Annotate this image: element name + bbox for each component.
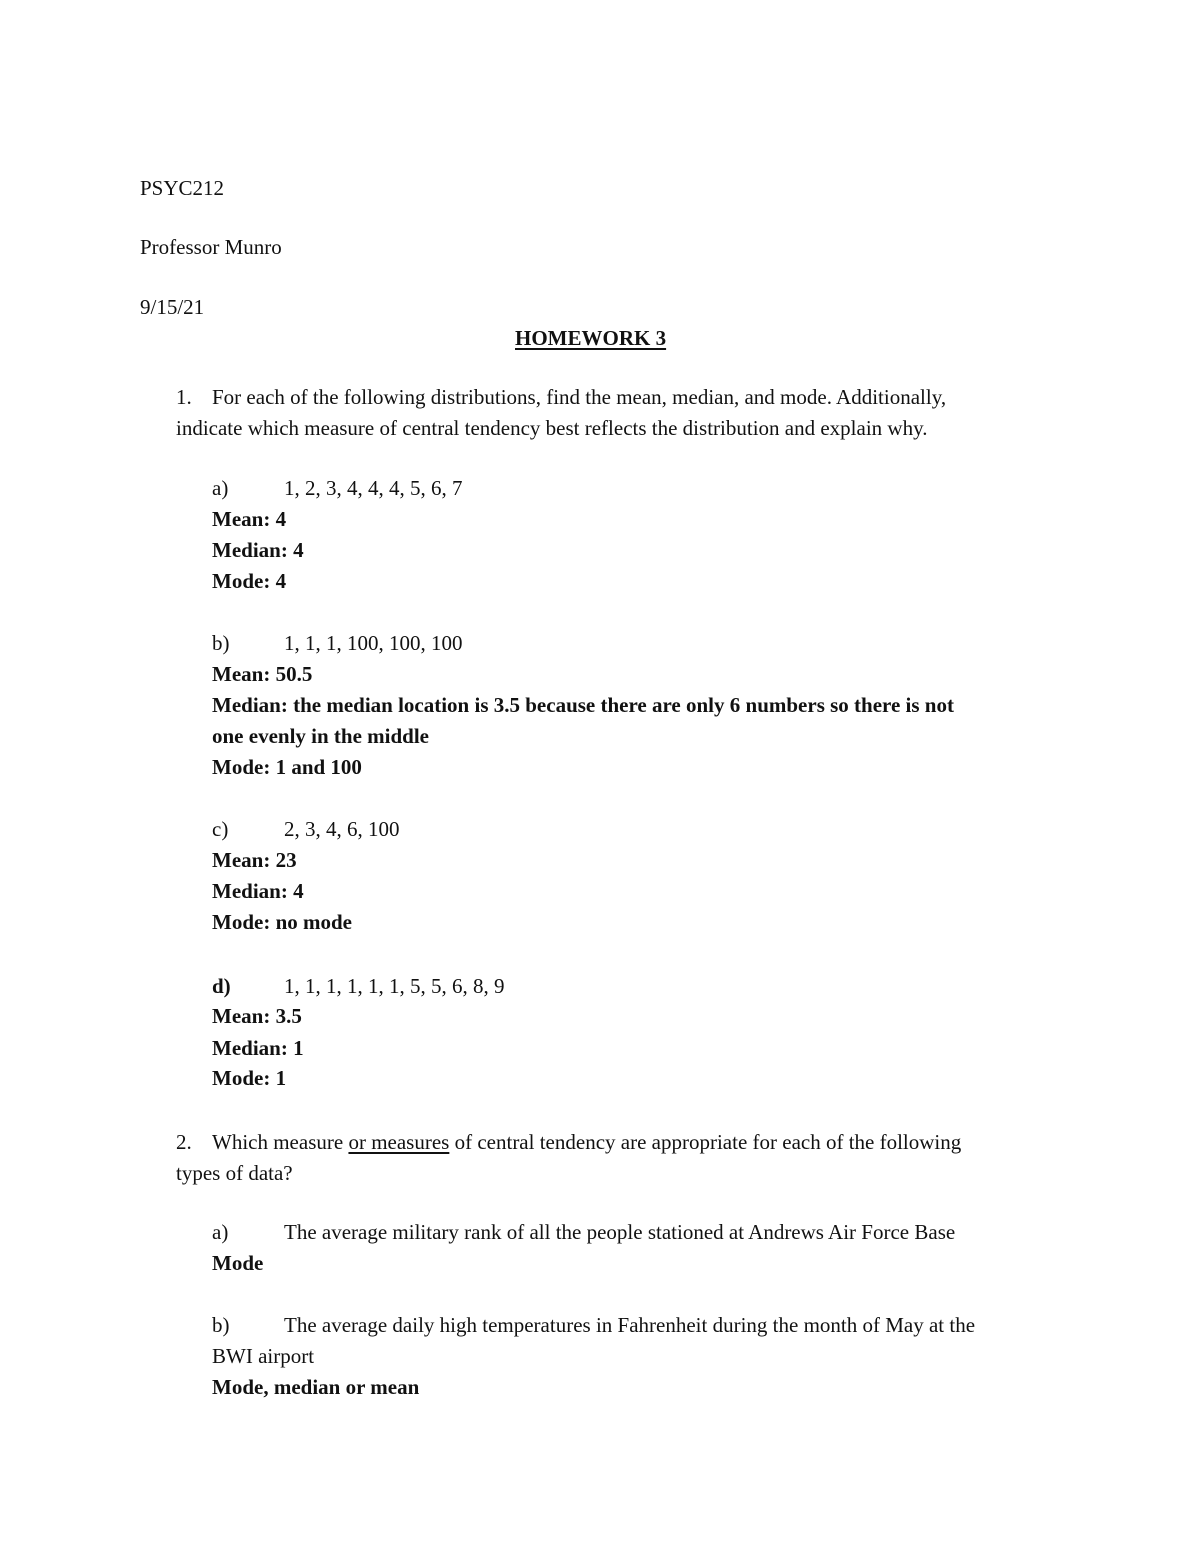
q2a-text: The average military rank of all the people stationed at Andrews Air Force Base <box>284 1220 956 1244</box>
q1d-mode: Mode: 1 <box>212 1066 287 1090</box>
q2b-text-line2: BWI airport <box>212 1344 315 1368</box>
q1b-mode: Mode: 1 and 100 <box>212 755 362 779</box>
q1d-label: d) <box>212 974 231 998</box>
q1c-median: Median: 4 <box>212 879 304 903</box>
q1b-median-line2: one evenly in the middle <box>212 724 430 748</box>
q1b-label: b) <box>212 631 230 655</box>
q1c-mode: Mode: no mode <box>212 910 352 934</box>
q1-prompt-line1: For each of the following distributions, find the mean, median, and mode. Additionally, <box>212 385 947 409</box>
q1b-data: 1, 1, 1, 100, 100, 100 <box>284 631 463 655</box>
q1c-label: c) <box>212 817 229 841</box>
q1d-mean: Mean: 3.5 <box>212 1004 302 1028</box>
q1d-median: Median: 1 <box>212 1036 304 1060</box>
q2a-answer: Mode <box>212 1251 264 1275</box>
q2-prompt-post: of central tendency are appropriate for each of the following <box>449 1130 962 1154</box>
q1a-data: 1, 2, 3, 4, 4, 4, 5, 6, 7 <box>284 476 463 500</box>
q1a-mode: Mode: 4 <box>212 569 287 593</box>
q1c-data: 2, 3, 4, 6, 100 <box>284 817 400 841</box>
q1b-median-line1: Median: the median location is 3.5 because there are only 6 numbers so there is not <box>212 693 954 717</box>
q2b-answer: Mode, median or mean <box>212 1375 420 1399</box>
professor-name: Professor Munro <box>140 235 282 259</box>
q1-number: 1. <box>176 385 192 409</box>
page-title: HOMEWORK 3 <box>515 326 667 350</box>
q1-prompt-line2: indicate which measure of central tendency best reflects the distribution and explain why. <box>176 416 928 440</box>
q1a-label: a) <box>212 476 229 500</box>
q2-prompt-line1 <box>212 1132 961 1153</box>
date: 9/15/21 <box>140 295 205 319</box>
q1d-data: 1, 1, 1, 1, 1, 1, 5, 5, 6, 8, 9 <box>284 974 505 998</box>
q2-prompt-line2: types of data? <box>176 1161 293 1185</box>
q2a-label: a) <box>212 1220 229 1244</box>
q1b-mean: Mean: 50.5 <box>212 662 313 686</box>
q1a-median: Median: 4 <box>212 538 304 562</box>
q1a-mean: Mean: 4 <box>212 507 287 531</box>
course-code: PSYC212 <box>140 176 225 200</box>
q2-prompt-underlined: or measures <box>348 1130 450 1154</box>
q2-number: 2. <box>176 1130 192 1154</box>
q2-prompt-pre: Which measure <box>212 1130 349 1154</box>
q1c-mean: Mean: 23 <box>212 848 297 872</box>
q2b-text-line1: The average daily high temperatures in Fahrenheit during the month of May at the <box>284 1313 976 1337</box>
q2b-label: b) <box>212 1313 230 1337</box>
